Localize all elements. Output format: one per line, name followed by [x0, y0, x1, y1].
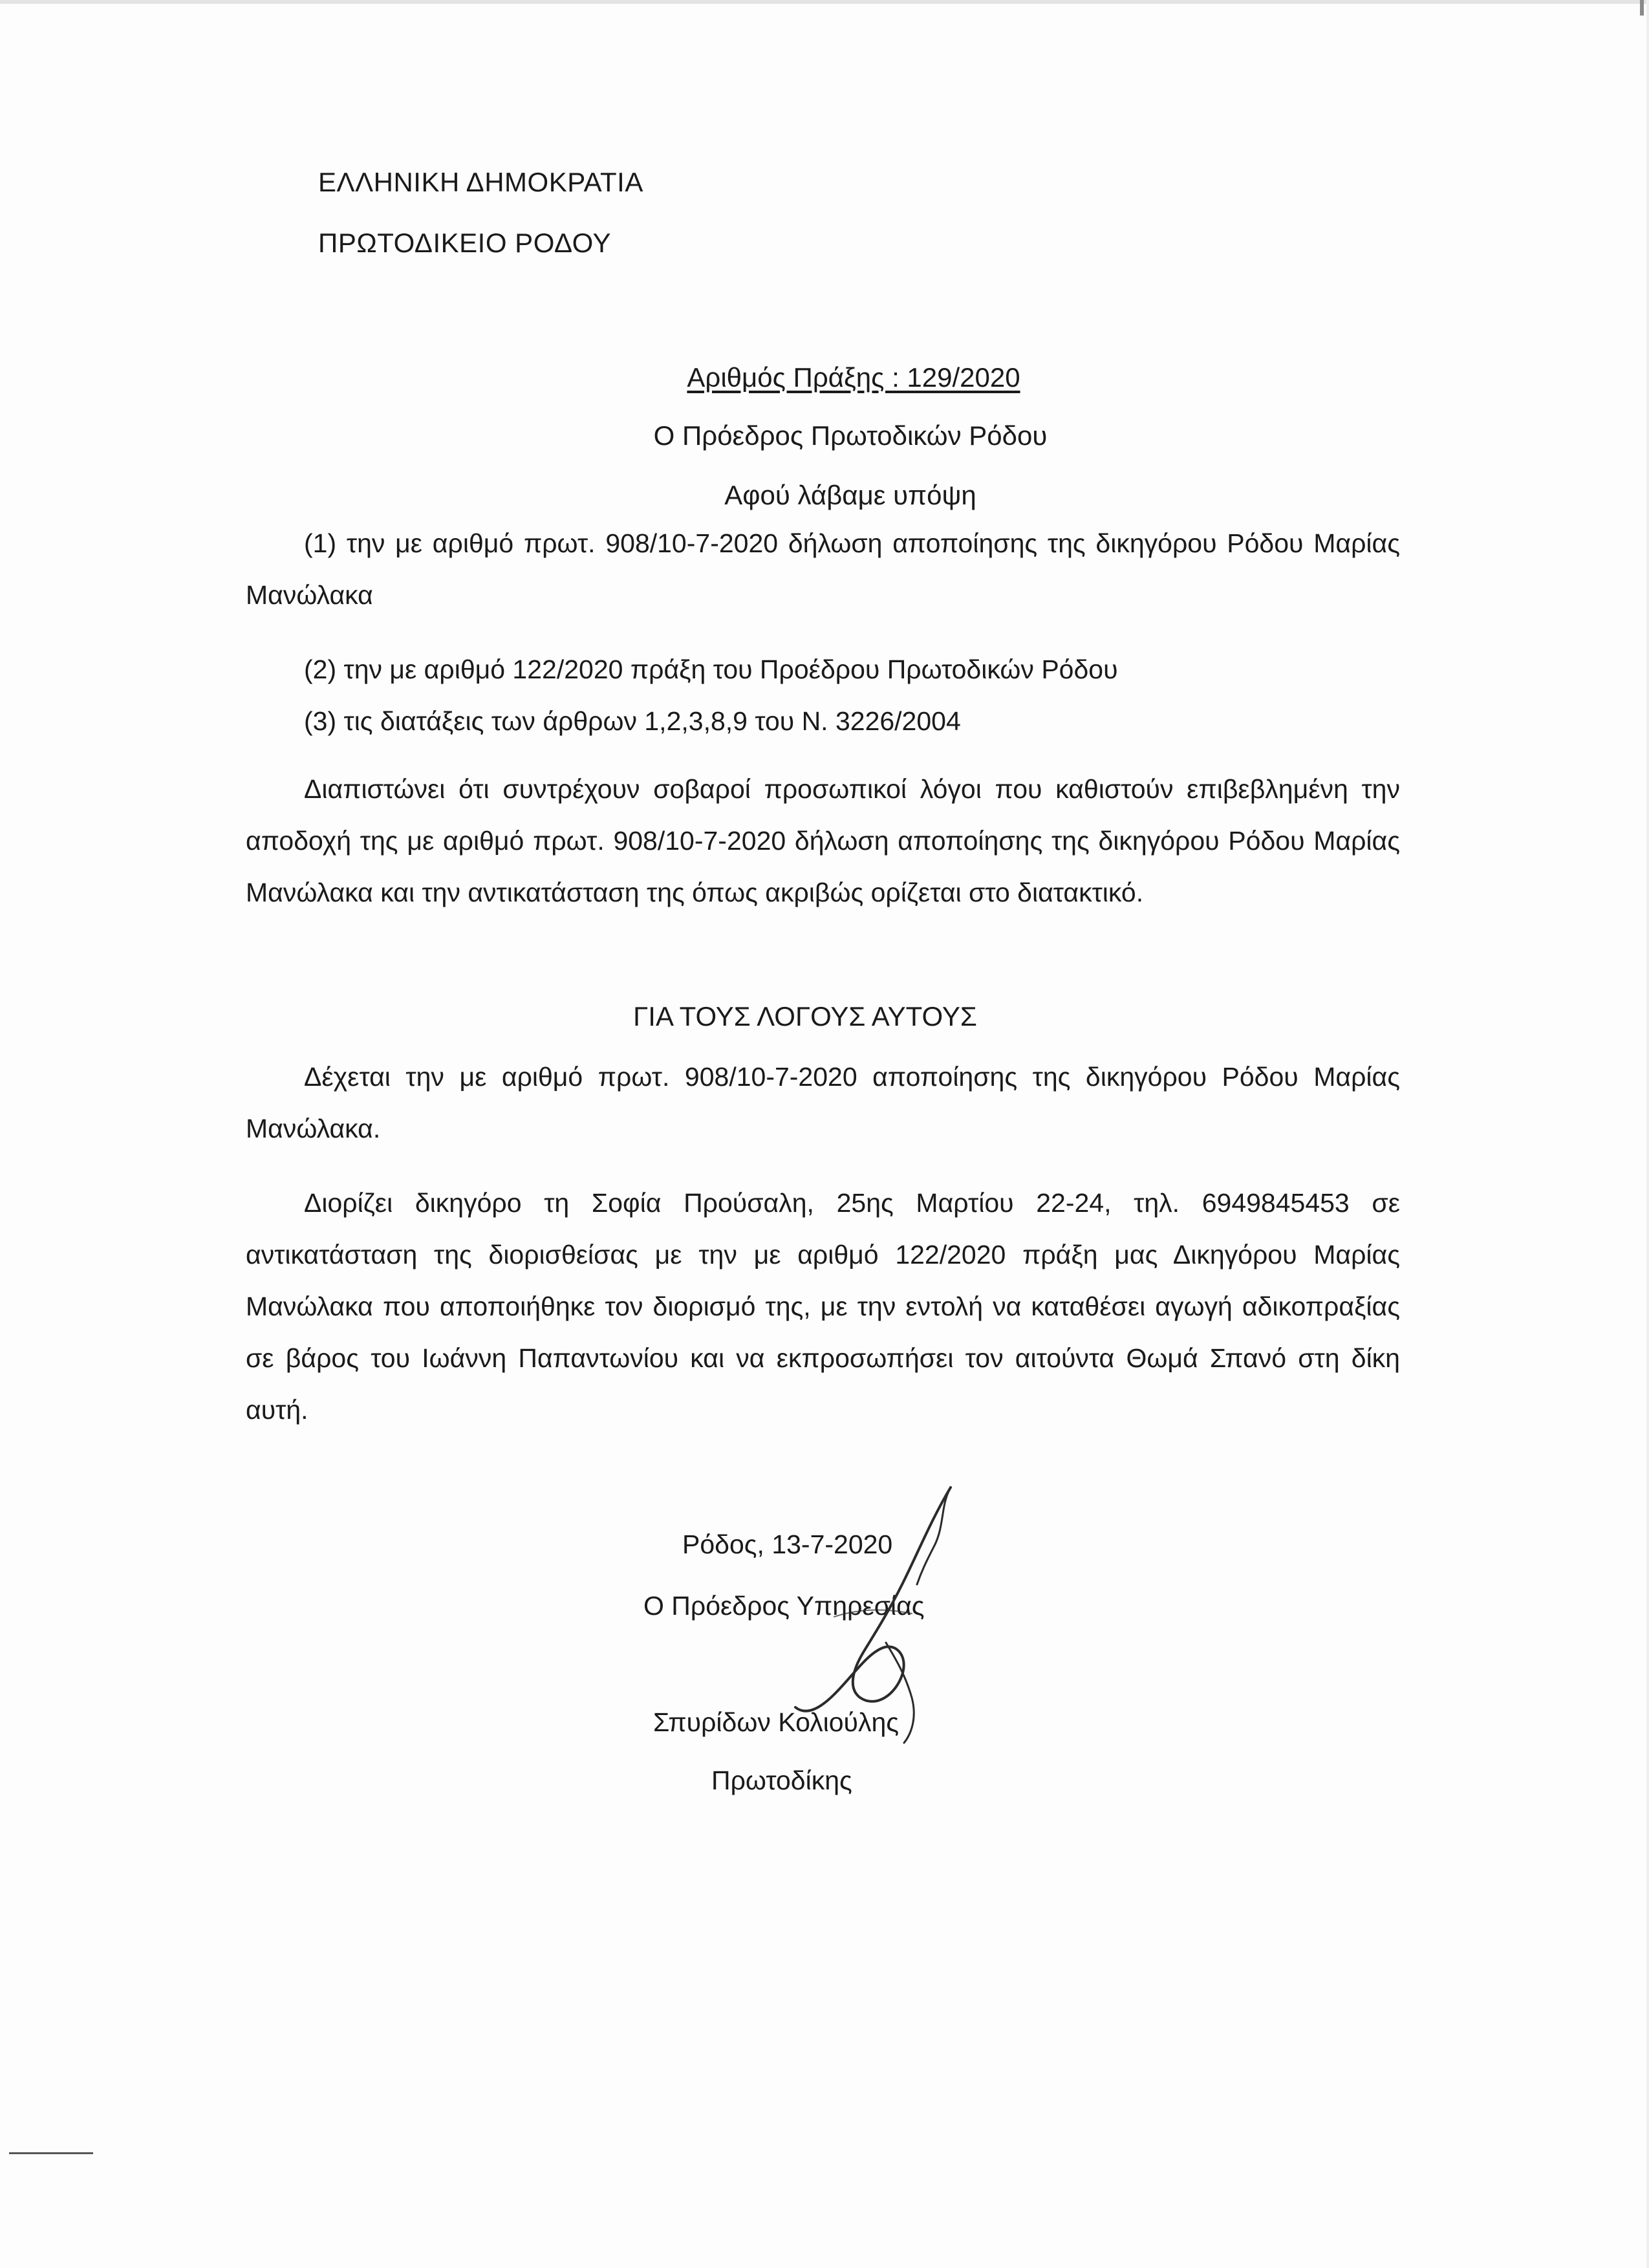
header-republic: ΕΛΛΗΝΙΚΗ ΔΗΜΟΚΡΑΤΙΑ	[318, 167, 643, 197]
act-number	[29, 362, 1649, 393]
consideration-3: (3) τις διατάξεις των άρθρων 1,2,3,8,9 του Ν. 3226/2004	[304, 706, 961, 736]
signatory-title: Πρωτοδίκης	[711, 1766, 852, 1795]
decision-accepts: Δέχεται την με αριθμό πρωτ. 908/10-7-2020 αποποίησης της δικηγόρου Ρόδου Μαρίας Μανώλακα.	[246, 1062, 1400, 1143]
act-number-text: Αριθμός Πράξης : 129/2020	[687, 362, 1020, 393]
consideration-2: (2) την με αριθμό 122/2020 πράξη του Προέδρου Πρωτοδικών Ρόδου	[304, 654, 1118, 684]
scan-edge-top	[0, 0, 1649, 4]
considering-line: Αφού λάβαμε υπόψη	[724, 480, 976, 510]
scan-edge-right	[1646, 0, 1649, 2268]
signatory-role: Ο Πρόεδρος Υπηρεσίας	[643, 1591, 925, 1621]
place-date: Ρόδος, 13-7-2020	[682, 1529, 893, 1559]
signatory-name: Σπυρίδων Κολιούλης	[653, 1707, 900, 1737]
finding-paragraph: Διαπιστώνει ότι συντρέχουν σοβαροί προσωπικοί λόγοι που καθιστούν επιβεβλημένη την αποδοχή της με αριθμό πρωτ. 908/10-7-2020 δήλωση αποποίησης της δικηγόρου Ρόδου Μαρίας Μανώλακα και την αντικατάσταση της όπως ακριβώς ορίζεται στο διατακτικό.	[246, 774, 1400, 907]
reasons-heading: ΓΙΑ ΤΟΥΣ ΛΟΓΟΥΣ ΑΥΤΟΥΣ	[633, 1001, 977, 1031]
consideration-1: (1) την με αριθμό πρωτ. 908/10-7-2020 δήλωση αποποίησης της δικηγόρου Ρόδου Μαρίας Μανώλακα	[246, 528, 1400, 610]
scan-mark	[1640, 0, 1644, 16]
handwritten-signature-icon	[757, 1481, 976, 1753]
scan-line	[9, 2152, 93, 2154]
decision-appoints: Διορίζει δικηγόρο τη Σοφία Προύσαλη, 25ης Μαρτίου 22-24, τηλ. 6949845453 σε αντικατάσταση της διορισθείσας με την με αριθμό 122/2020 πράξη μας Δικηγόρου Μαρίας Μανώλακα που αποποιήθηκε τον διορισμό της, με την εντολή να καταθέσει αγωγή αδικοπραξίας σε βάρος του Ιωάννη Παπαντωνίου και να εκπροσωπήσει τον αιτούντα Θωμά Σπανό στη δίκη αυτή.	[246, 1188, 1400, 1425]
header-court: ΠΡΩΤΟΔΙΚΕΙΟ ΡΟΔΟΥ	[318, 228, 611, 258]
president-line: Ο Πρόεδρος Πρωτοδικών Ρόδου	[653, 420, 1048, 451]
